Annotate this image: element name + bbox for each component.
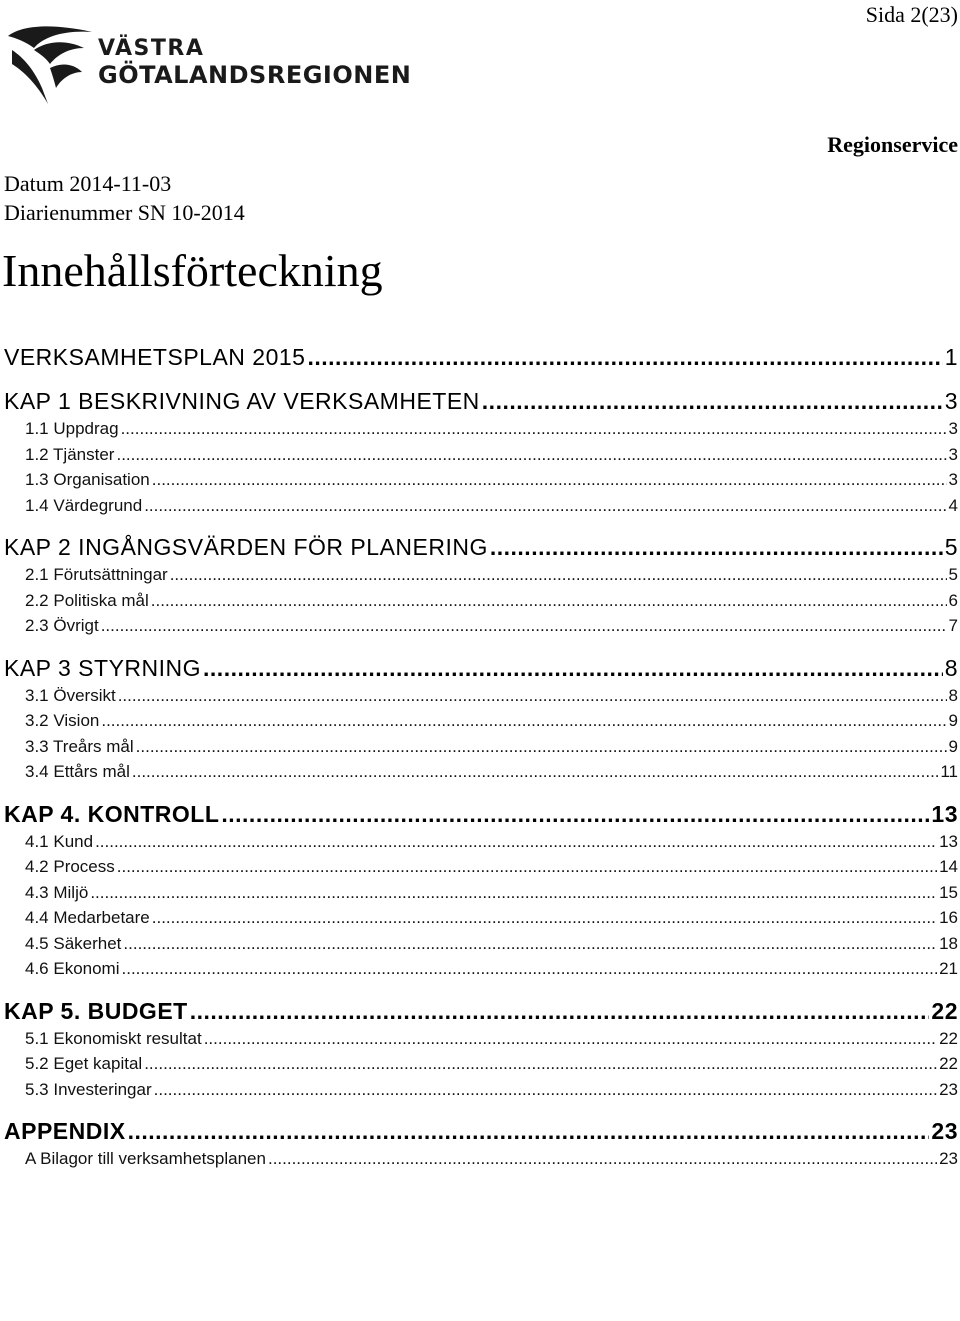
toc-page-number: 9 — [948, 711, 958, 730]
toc-dot-leader — [152, 905, 937, 931]
toc-page-number: 14 — [939, 857, 958, 876]
logo-text-line1: VÄSTRA — [98, 36, 205, 61]
toc-page-number: 4 — [948, 495, 958, 515]
toc-dot-leader — [128, 1116, 930, 1146]
toc-dot-leader — [117, 854, 937, 880]
toc-page-number: 22 — [939, 1028, 958, 1048]
toc-section-title: 3.4 Ettårs mål — [25, 762, 130, 781]
toc-page-number: 3 — [948, 444, 958, 464]
toc-dot-leader — [101, 708, 946, 734]
toc-section-entry[interactable] — [4, 734, 958, 760]
toc-dot-leader — [154, 1077, 937, 1103]
toc-page-number: 1 — [944, 344, 958, 370]
toc-chapter-entry[interactable] — [4, 799, 958, 829]
toc-section-title: 2.2 Politiska mål — [25, 590, 149, 610]
toc-section-title: 1.1 Uppdrag — [25, 419, 119, 438]
toc-dot-leader — [190, 996, 930, 1026]
toc-page-number: 5 — [944, 534, 958, 560]
toc-section-entry[interactable] — [4, 1026, 958, 1052]
toc-dot-leader — [204, 1026, 937, 1052]
toc-dot-leader — [116, 442, 946, 468]
toc-section-entry[interactable] — [4, 442, 958, 468]
page-number: Sida 2(23) — [865, 2, 958, 27]
toc-section-entry[interactable] — [4, 613, 958, 639]
toc-spacer — [4, 785, 958, 799]
toc-dot-leader — [136, 734, 947, 760]
toc-section-entry[interactable] — [4, 759, 958, 785]
toc-section-title: 5.1 Ekonomiskt resultat — [25, 1028, 202, 1048]
toc-chapter-title: KAP 1 BESKRIVNING AV VERKSAMHETEN — [4, 388, 480, 414]
toc-page-number: 3 — [948, 470, 958, 489]
toc-page-number: 22 — [939, 1054, 958, 1073]
toc-section-title: 5.3 Investeringar — [25, 1079, 152, 1099]
toc-page-number: 6 — [948, 590, 958, 610]
toc-section-entry[interactable] — [4, 708, 958, 734]
toc-page-number: 22 — [931, 997, 958, 1024]
document-reference: Diarienummer SN 10-2014 — [4, 200, 245, 225]
toc-page-number: 21 — [939, 959, 958, 978]
toc-chapter-title: KAP 5. BUDGET — [4, 997, 188, 1024]
toc-section-entry[interactable] — [4, 880, 958, 906]
toc-section-entry[interactable] — [4, 1051, 958, 1077]
toc-section-entry[interactable] — [4, 467, 958, 493]
toc-dot-leader — [307, 342, 942, 372]
toc-dot-leader — [151, 588, 947, 614]
toc-page-number: 8 — [944, 654, 958, 681]
toc-section-entry[interactable] — [4, 931, 958, 957]
toc-page-number: 11 — [940, 762, 958, 781]
toc-dot-leader — [95, 829, 937, 855]
toc-page-number: 23 — [931, 1118, 958, 1144]
logo-text-line2: GÖTALANDSREGIONEN — [98, 61, 412, 89]
toc-section-title: 3.3 Treårs mål — [25, 736, 134, 756]
toc-chapter-entry[interactable] — [4, 653, 958, 683]
toc-chapter-entry[interactable] — [4, 996, 958, 1026]
toc-page-number: 3 — [944, 388, 958, 414]
table-of-contents — [4, 342, 958, 1172]
toc-section-title: 3.2 Vision — [25, 711, 100, 730]
toc-section-title: 2.3 Övrigt — [25, 616, 99, 635]
toc-page-number: 18 — [939, 933, 958, 953]
toc-section-title: 4.4 Medarbetare — [25, 908, 150, 927]
toc-dot-leader — [144, 1051, 937, 1077]
toc-section-title: 1.2 Tjänster — [25, 444, 115, 464]
toc-dot-leader — [144, 493, 946, 519]
toc-section-entry[interactable] — [4, 1077, 958, 1103]
document-date: Datum 2014-11-03 — [4, 171, 172, 196]
toc-dot-leader — [121, 416, 947, 442]
toc-spacer — [4, 1102, 958, 1116]
toc-page-number: 15 — [939, 882, 958, 902]
toc-section-entry[interactable] — [4, 416, 958, 442]
toc-section-title: 4.1 Kund — [25, 831, 94, 851]
organization-logo — [4, 24, 412, 106]
toc-dot-leader — [482, 386, 943, 416]
toc-dot-leader — [123, 931, 937, 957]
toc-section-title: 4.3 Miljö — [25, 882, 89, 902]
toc-chapter-entry[interactable] — [4, 342, 958, 372]
document-meta — [4, 169, 245, 227]
toc-page-number: 5 — [948, 565, 958, 584]
toc-section-title: 2.1 Förutsättningar — [25, 565, 168, 584]
toc-dot-leader — [221, 799, 929, 829]
toc-dot-leader — [170, 562, 947, 588]
toc-spacer — [4, 639, 958, 653]
toc-chapter-entry[interactable] — [4, 1116, 958, 1146]
toc-dot-leader — [268, 1146, 937, 1172]
toc-chapter-title: KAP 4. KONTROLL — [4, 800, 220, 827]
toc-chapter-title: KAP 2 INGÅNGSVÄRDEN FÖR PLANERING — [4, 534, 488, 560]
toc-dot-leader — [490, 532, 943, 562]
toc-page-number: 23 — [939, 1149, 958, 1168]
toc-page-number: 9 — [948, 736, 958, 756]
toc-page-number: 23 — [939, 1079, 958, 1099]
department-name: Regionservice — [827, 132, 958, 157]
toc-spacer — [4, 982, 958, 996]
toc-spacer — [4, 518, 958, 532]
toc-section-entry[interactable] — [4, 1146, 958, 1172]
toc-page-number: 13 — [931, 800, 958, 827]
toc-section-entry[interactable] — [4, 829, 958, 855]
toc-page-number: 3 — [948, 419, 958, 438]
toc-section-entry[interactable] — [4, 956, 958, 982]
toc-chapter-entry[interactable] — [4, 386, 958, 416]
toc-dot-leader — [101, 613, 947, 639]
toc-dot-leader — [90, 880, 937, 906]
toc-page-number: 16 — [939, 908, 958, 927]
toc-section-title: 4.6 Ekonomi — [25, 959, 120, 978]
toc-section-title: 5.2 Eget kapital — [25, 1054, 143, 1073]
toc-chapter-title: KAP 3 STYRNING — [4, 654, 202, 681]
toc-dot-leader — [132, 759, 938, 785]
toc-dot-leader — [203, 653, 943, 683]
toc-page-number: 8 — [948, 685, 958, 705]
toc-section-entry[interactable] — [4, 562, 958, 588]
toc-dot-leader — [152, 467, 947, 493]
toc-section-title: 1.3 Organisation — [25, 470, 150, 489]
toc-section-entry[interactable] — [4, 683, 958, 709]
toc-chapter-title: VERKSAMHETSPLAN 2015 — [4, 344, 306, 370]
toc-page-number: 13 — [939, 831, 958, 851]
toc-dot-leader — [118, 683, 947, 709]
toc-spacer — [4, 372, 958, 386]
toc-section-entry[interactable] — [4, 588, 958, 614]
toc-chapter-entry[interactable] — [4, 532, 958, 562]
toc-section-title: A Bilagor till verksamhetsplanen — [25, 1149, 266, 1168]
toc-section-title: 4.5 Säkerhet — [25, 933, 122, 953]
toc-section-entry[interactable] — [4, 905, 958, 931]
toc-dot-leader — [122, 956, 938, 982]
toc-section-title: 1.4 Värdegrund — [25, 495, 143, 515]
swirl-logo-icon — [4, 24, 96, 106]
toc-section-entry[interactable] — [4, 493, 958, 519]
toc-section-title: 4.2 Process — [25, 857, 115, 876]
toc-chapter-title: APPENDIX — [4, 1118, 126, 1144]
page-title: Innehållsförteckning — [2, 245, 383, 296]
toc-page-number: 7 — [948, 616, 958, 635]
toc-section-title: 3.1 Översikt — [25, 685, 116, 705]
toc-section-entry[interactable] — [4, 854, 958, 880]
